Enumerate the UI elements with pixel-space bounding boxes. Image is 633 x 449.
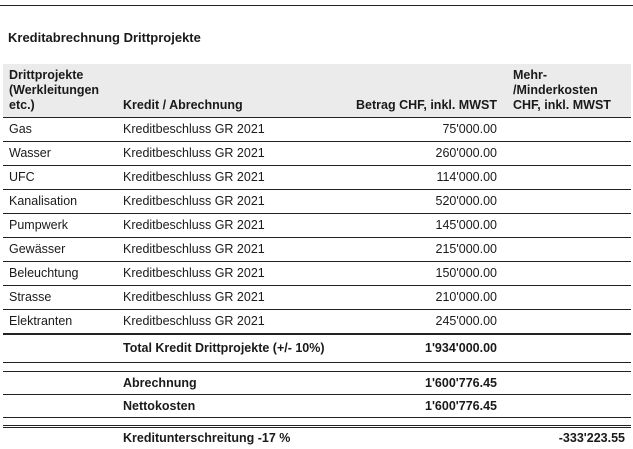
row-name: UFC <box>3 165 117 189</box>
row-kredit: Kreditbeschluss GR 2021 <box>117 213 299 237</box>
credit-table <box>3 64 631 449</box>
total-kredit-value: 1'934'000.00 <box>299 334 503 363</box>
row-name: Gas <box>3 117 117 141</box>
row-name: Beleuchtung <box>3 261 117 285</box>
table-row <box>3 237 631 261</box>
row-kredit: Kreditbeschluss GR 2021 <box>117 237 299 261</box>
table-row <box>3 309 631 334</box>
nettokosten-row <box>3 394 631 417</box>
row-betrag: 245'000.00 <box>299 309 503 334</box>
abrechnung-row <box>3 371 631 394</box>
row-betrag: 150'000.00 <box>299 261 503 285</box>
row-kredit: Kreditbeschluss GR 2021 <box>117 285 299 309</box>
row-betrag: 145'000.00 <box>299 213 503 237</box>
row-diff <box>503 189 631 213</box>
row-diff <box>503 165 631 189</box>
table-row <box>3 261 631 285</box>
nettokosten-label: Nettokosten <box>117 394 299 417</box>
totals-section <box>3 334 631 449</box>
row-diff <box>503 141 631 165</box>
row-diff <box>503 117 631 141</box>
row-kredit: Kreditbeschluss GR 2021 <box>117 165 299 189</box>
row-betrag: 215'000.00 <box>299 237 503 261</box>
table-row <box>3 213 631 237</box>
table-row <box>3 117 631 141</box>
row-name: Gewässer <box>3 237 117 261</box>
row-name: Pumpwerk <box>3 213 117 237</box>
header-mehr-minderkosten: Mehr- /Minderkosten CHF, inkl. MWST <box>513 67 611 112</box>
unterschreitung-row <box>3 426 631 449</box>
row-betrag: 520'000.00 <box>299 189 503 213</box>
table-row <box>3 189 631 213</box>
table-row <box>3 141 631 165</box>
spacer-row <box>3 362 631 371</box>
table-body <box>3 117 631 334</box>
row-diff <box>503 285 631 309</box>
row-betrag: 114'000.00 <box>299 165 503 189</box>
row-kredit: Kreditbeschluss GR 2021 <box>117 189 299 213</box>
row-name: Strasse <box>3 285 117 309</box>
row-kredit: Kreditbeschluss GR 2021 <box>117 309 299 334</box>
unterschreitung-label: Kreditunterschreitung -17 % <box>123 431 291 445</box>
double-rule-row <box>3 417 631 426</box>
row-kredit: Kreditbeschluss GR 2021 <box>117 261 299 285</box>
row-betrag: 210'000.00 <box>299 285 503 309</box>
row-betrag: 75'000.00 <box>299 117 503 141</box>
total-kredit-row <box>3 334 631 363</box>
header-drittprojekte: Drittprojekte (Werkleitungen etc.) <box>9 67 100 112</box>
row-name: Wasser <box>3 141 117 165</box>
abrechnung-label: Abrechnung <box>117 371 299 394</box>
total-kredit-label: Total Kredit Drittprojekte (+/- 10%) <box>117 334 299 363</box>
unterschreitung-value: -333'223.55 <box>558 431 625 445</box>
row-diff <box>503 261 631 285</box>
header-kredit: Kredit / Abrechnung <box>123 97 243 112</box>
row-diff <box>503 213 631 237</box>
document-title: Kreditabrechnung Drittprojekte <box>8 30 201 45</box>
top-rule <box>0 5 633 6</box>
row-betrag: 260'000.00 <box>299 141 503 165</box>
table-row <box>3 285 631 309</box>
row-diff <box>503 237 631 261</box>
row-kredit: Kreditbeschluss GR 2021 <box>117 117 299 141</box>
header-row <box>3 64 631 117</box>
table-header <box>3 64 631 117</box>
row-name: Elektranten <box>3 309 117 334</box>
table-row <box>3 165 631 189</box>
row-diff <box>503 309 631 334</box>
row-name: Kanalisation <box>3 189 117 213</box>
abrechnung-value: 1'600'776.45 <box>299 371 503 394</box>
header-betrag: Betrag CHF, inkl. MWST <box>356 97 497 112</box>
row-kredit: Kreditbeschluss GR 2021 <box>117 141 299 165</box>
nettokosten-value: 1'600'776.45 <box>299 394 503 417</box>
